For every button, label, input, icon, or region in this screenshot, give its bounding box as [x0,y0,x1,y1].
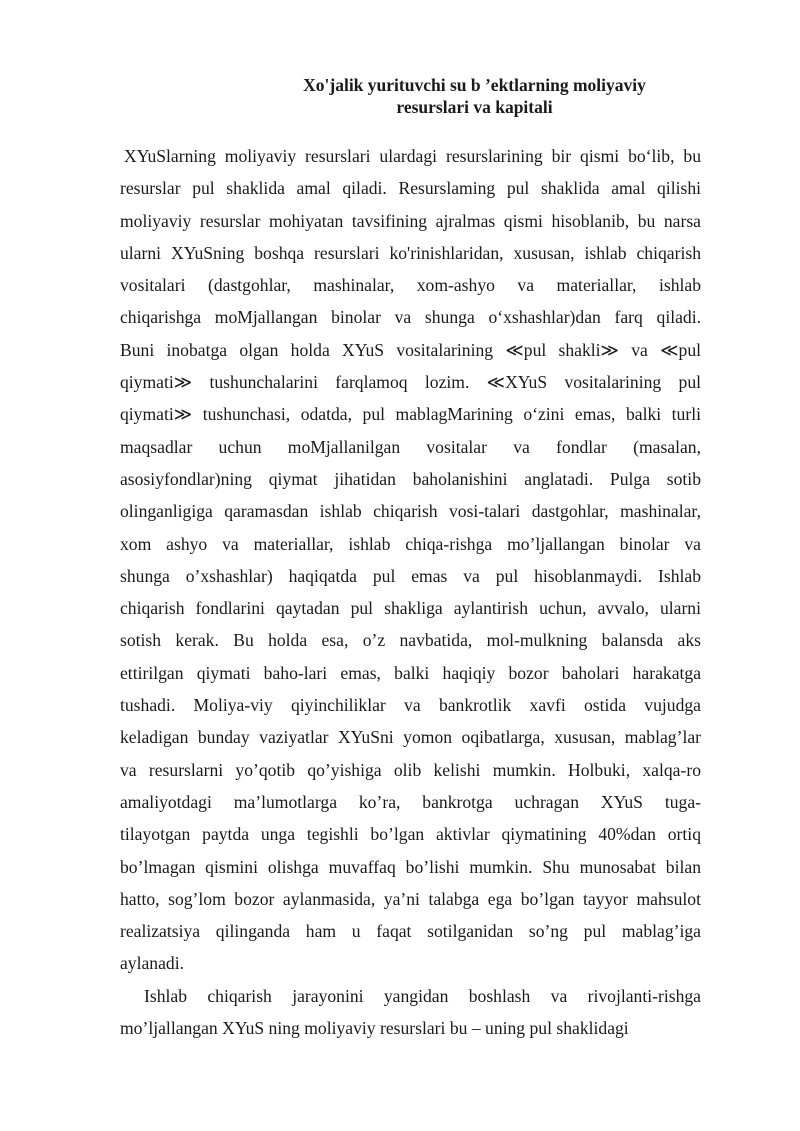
text-line: ettirilgan qiymati baho-lari emas, balki haqiqiy bozor baholari harakatga [120,662,701,683]
text-line: Buni inobatga olgan holda XYuS vositalarining ≪pul shakli≫ va ≪pul [120,339,701,360]
text-line: resurslar pul shaklida amal qiladi. Resurslaming pul shaklida amal qilishi [120,178,701,199]
text-line: olinganligiga qaramasdan ishlab chiqarish vosi-talari dastgohlar, mashinalar, [120,501,701,522]
paragraph [120,140,701,980]
text-line: qiymati≫ tushunchalarini farqlamoq lozim. ≪XYuS vositalarining pul [120,372,701,393]
text-line: keladigan bunday vaziyatlar XYuSni yomon oqibatlarga, xususan, mablag’lar [120,727,701,748]
text-line: amaliyotdagi ma’lumotlarga ko’ra, bankrotga uchragan XYuS tuga- [120,791,701,812]
title-line: Xo'jalik yurituvchi su b ’ektlarning moliyaviy [303,75,646,95]
text-line: va resurslarni yo’qotib qo’yishiga olib kelishi mumkin. Holbuki, xalqa-ro [120,759,701,780]
text-line: bo’lmagan qismini olishga muvaffaq bo’lishi mumkin. Shu munosabat bilan [120,856,701,877]
document-body [120,140,701,1044]
text-line: shunga o’xshashlar) haqiqatda pul emas va pul hisoblanmaydi. Ishlab [120,565,701,586]
text-line: tushadi. Moliya-viy qiyinchiliklar va bankrotlik xavfi ostida vujudga [120,695,701,716]
text-line: XYuSlarning moliyaviy resurslari ulardagi resurslarining bir qismi bo‘lib, bu [124,146,701,166]
paragraph [120,980,701,1045]
text-line: asosiyfondlar)ning qiymat jihatidan baholanishini anglatadi. Pulga sotib [120,468,701,489]
text-line: mo’ljallangan XYuS ning moliyaviy resurslari bu – uning pul shaklidagi [120,1018,629,1039]
text-line: sotish kerak. Bu holda esa, o’z navbatida, mol-mulkning balansda aks [120,630,701,651]
text-line: maqsadlar uchun moMjallanilgan vositalar va fondlar (masalan, [120,436,701,457]
text-line: aylanadi. [120,953,184,974]
text-line: chiqarishga moMjallangan binolar va shunga o‘xshashlar)dan farq qiladi. [120,307,701,328]
text-line: xom ashyo va materiallar, ishlab chiqa-rishga mo’ljallangan binolar va [120,533,701,554]
text-line: chiqarish fondlarini qaytadan pul shakliga aylantirish uchun, avvalo, ularni [120,598,701,619]
text-line: vositalari (dastgohlar, mashinalar, xom-ashyo va materiallar, ishlab [120,275,701,296]
title-line: resurslari va kapitali [396,97,553,117]
text-line: ularni XYuSning boshqa resurslari ko'rinishlaridan, xususan, ishlab chiqarish [120,242,701,263]
text-line: realizatsiya qilinganda ham u faqat sotilganidan so’ng pul mablag’iga [120,921,701,942]
text-line: qiymati≫ tushunchasi, odatda, pul mablagMarining o‘zini emas, balki turli [120,404,701,425]
text-line: Ishlab chiqarish jarayonini yangidan boshlash va rivojlanti-rishga [144,985,701,1006]
text-line: tilayotgan paytda unga tegishli bo’lgan aktivlar qiymatining 40%dan ortiq [120,824,701,845]
text-line: hatto, sog’lom bozor aylanmasida, ya’ni talabga ega bo’lgan tayyor mahsulot [120,888,701,909]
text-line: moliyaviy resurslar mohiyatan tavsifining ajralmas qismi hisoblanib, bu narsa [120,210,701,231]
document-title [120,74,800,118]
